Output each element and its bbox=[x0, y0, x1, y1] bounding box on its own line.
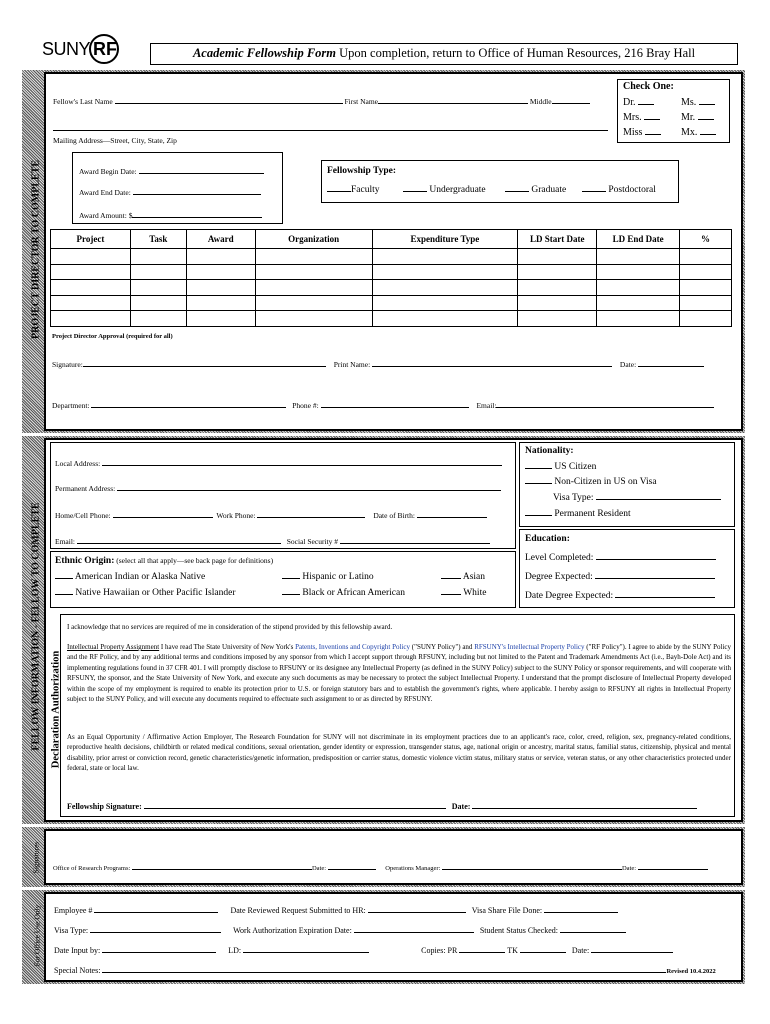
pd-approval-label: Project Director Approval (required for all) bbox=[52, 333, 173, 340]
title-mrs[interactable]: Mrs. bbox=[623, 112, 660, 123]
signatures-section bbox=[44, 829, 743, 885]
type-graduate[interactable]: Graduate bbox=[505, 185, 566, 195]
mailing-line[interactable] bbox=[53, 130, 608, 131]
col-expenditure-type: Expenditure Type bbox=[372, 230, 518, 249]
ip-assignment-text: Intellectual Property Assignment I have read The State University of New York's Patents, Inventions and Copyright Policy ("SUNY Policy") and RFSUNY's Intellectual Property Policy ("RF Policy"). I agree to abide by the SUNY Policy and the RF Policy, and by any additional terms and conditions imposed by any sponsor from which I accept support through RFSUNY, including but not limited to the Patent and Trademark Amendments Act (i.e., Bayh-Dole Act) and its implementing regulations found in 37 CFR 401. I will promptly disclose to RFSUNY or its designee any Intellectual Property (as defined in the SUNY Policy) subject to the SUNY Policy or sponsor requirements, and will cooperate with RFSUNY, the sponsor, and the State University of New York, and execute any such documents as may be necessary to protect the subject Intellectual Property. I understand that the prompt disclosure of Intellectual Property developed within the scope of my employment is required to enable its protection prior to U.S. or foreign statutory bars and to establish the government's rights, where applicable. I hereby assign to RFSUNY all rights in Intellectual Property subject to the SUNY Policy, and will execute any documents required to effectuate such assignment to or as directed by RFSUNY. bbox=[67, 643, 731, 704]
form-subtitle: Upon completion, return to Office of Human Resources, 216 Bray Hall bbox=[339, 46, 696, 60]
table-row[interactable] bbox=[51, 264, 732, 280]
title-ms[interactable]: Ms. bbox=[681, 97, 715, 108]
ethnic-black[interactable]: Black or African American bbox=[282, 588, 405, 598]
ethnic-white[interactable]: White bbox=[441, 588, 486, 598]
edu-level-completed[interactable]: Level Completed: bbox=[525, 553, 716, 563]
signatures-side-label: Signatures bbox=[31, 841, 41, 874]
col-project: Project bbox=[51, 230, 131, 249]
col-ld-start-date: LD Start Date bbox=[518, 230, 597, 249]
declaration-ack: I acknowledge that no services are required of me in consideration of the stipend provided by this fellowship award. bbox=[67, 623, 393, 631]
project-table bbox=[50, 229, 732, 327]
col-award: Award bbox=[186, 230, 255, 249]
nat-non-citizen[interactable]: Non-Citizen in US on Visa bbox=[525, 477, 657, 487]
fellowship-signature-row[interactable]: Fellowship Signature: Date: bbox=[67, 802, 697, 811]
table-row[interactable] bbox=[51, 311, 732, 327]
office-row-4[interactable]: Special Notes: Revised 10.4.2022 bbox=[54, 966, 716, 975]
table-row[interactable] bbox=[51, 295, 732, 311]
education-label: Education: bbox=[525, 534, 570, 544]
table-header-row bbox=[51, 230, 732, 249]
col-ld-end-date: LD End Date bbox=[597, 230, 680, 249]
title-mx[interactable]: Mx. bbox=[681, 127, 716, 138]
suny-rf-logo bbox=[42, 34, 132, 64]
eeo-statement: As an Equal Opportunity / Affirmative Action Employer, The Research Foundation for SUNY will not discriminate in its employment practices due to an applicant's race, color, creed, religion, sex, pregnancy-related conditions, reproductive health decisions, childbirth or related medical conditions, sexual orientation, gender identity or expression, transgender status, age, national origin or ancestry, marital status, familial status, citizenship, physical and mental disability, prior arrest or conviction record, genetic characteristics/genetic information, predisposition or carrier status, domestic violence victim status, military status or service, veteran status, or any other characteristics protected under federal, state or local law. bbox=[67, 733, 731, 773]
local-address-field[interactable]: Local Address: bbox=[55, 459, 502, 468]
mailing-label: Mailing Address—Street, City, State, Zip bbox=[53, 136, 177, 145]
award-amount-field[interactable]: Award Amount: $ bbox=[79, 211, 262, 220]
col-percent: % bbox=[680, 230, 732, 249]
nat-visa-type[interactable]: Visa Type: bbox=[553, 493, 721, 503]
rf-policy-link[interactable]: RFSUNY's Intellectual Property Policy bbox=[474, 643, 585, 651]
middle-label: Middle bbox=[529, 97, 552, 106]
last-name-field[interactable] bbox=[53, 97, 590, 106]
pd-department-row[interactable]: Department: Phone #: Email: bbox=[52, 401, 714, 410]
title-mr[interactable]: Mr. bbox=[681, 112, 714, 123]
ip-title: Intellectual Property Assignment bbox=[67, 643, 160, 651]
fellowship-type-label: Fellowship Type: bbox=[327, 166, 397, 176]
table-row[interactable] bbox=[51, 280, 732, 296]
form-title: Academic Fellowship Form bbox=[192, 46, 336, 60]
pd-signature-row[interactable]: Signature: Print Name: Date: bbox=[52, 360, 704, 369]
ethnic-asian[interactable]: Asian bbox=[441, 572, 485, 582]
col-task: Task bbox=[130, 230, 186, 249]
last-name-label: Fellow's Last Name bbox=[53, 97, 113, 106]
fellow-side-label: FELLOW INFORMATION - FELLOW TO COMPLETE bbox=[30, 502, 42, 751]
pd-side-label: PROJECT DIRECTOR TO COMPLETE bbox=[30, 159, 42, 340]
office-side-label: For Office Use Only bbox=[32, 904, 42, 967]
title-dr[interactable]: Dr. bbox=[623, 97, 654, 108]
nat-permanent-resident[interactable]: Permanent Resident bbox=[525, 509, 631, 519]
award-begin-field[interactable]: Award Begin Date: bbox=[79, 167, 264, 176]
office-row-2[interactable]: Visa Type: Work Authorization Expiration Date: Student Status Checked: bbox=[54, 926, 626, 935]
table-row[interactable] bbox=[51, 249, 732, 265]
title-miss[interactable]: Miss bbox=[623, 127, 661, 138]
nationality-label: Nationality: bbox=[525, 446, 574, 456]
type-faculty[interactable]: Faculty bbox=[327, 185, 380, 195]
office-row-3[interactable]: Date Input by: LD: Copies: PR TK Date: bbox=[54, 946, 673, 955]
email-ssn-row[interactable]: Email: Social Security # bbox=[55, 537, 490, 546]
edu-date-degree-expected[interactable]: Date Degree Expected: bbox=[525, 591, 715, 601]
ethnic-american-indian[interactable]: American Indian or Alaska Native bbox=[55, 572, 205, 582]
form-title-box bbox=[150, 43, 738, 65]
col-organization: Organization bbox=[255, 230, 372, 249]
signatures-row[interactable]: Office of Research Programs: Date: Operations Manager: Date: bbox=[53, 863, 708, 872]
check-one-label: Check One: bbox=[623, 81, 674, 92]
logo-rf: RF bbox=[93, 39, 117, 59]
type-undergraduate[interactable]: Undergraduate bbox=[403, 185, 486, 195]
logo-suny: SUNY bbox=[42, 39, 91, 59]
office-row-1[interactable]: Employee # Date Reviewed Request Submitted to HR: Visa Share File Done: bbox=[54, 906, 618, 915]
type-postdoctoral[interactable]: Postdoctoral bbox=[582, 185, 656, 195]
phone-row[interactable]: Home/Cell Phone: Work Phone: Date of Birth: bbox=[55, 511, 487, 520]
declaration-side-label: Declaration Authorization bbox=[50, 650, 62, 769]
suny-policy-link[interactable]: Patents, Inventions and Copyright Policy bbox=[295, 643, 410, 651]
first-name-label: First Name bbox=[344, 97, 378, 106]
edu-degree-expected[interactable]: Degree Expected: bbox=[525, 572, 715, 582]
revised-date: Revised 10.4.2022 bbox=[666, 968, 716, 975]
ethnic-native-hawaiian[interactable]: Native Hawaiian or Other Pacific Islander bbox=[55, 588, 236, 598]
ethnic-hispanic[interactable]: Hispanic or Latino bbox=[282, 572, 374, 582]
ethnic-title-row: Ethnic Origin: (select all that apply—see back page for definitions) bbox=[55, 556, 274, 566]
award-end-field[interactable]: Award End Date: bbox=[79, 188, 261, 197]
nat-us-citizen[interactable]: US Citizen bbox=[525, 462, 596, 472]
permanent-address-field[interactable]: Permanent Address: bbox=[55, 484, 501, 493]
